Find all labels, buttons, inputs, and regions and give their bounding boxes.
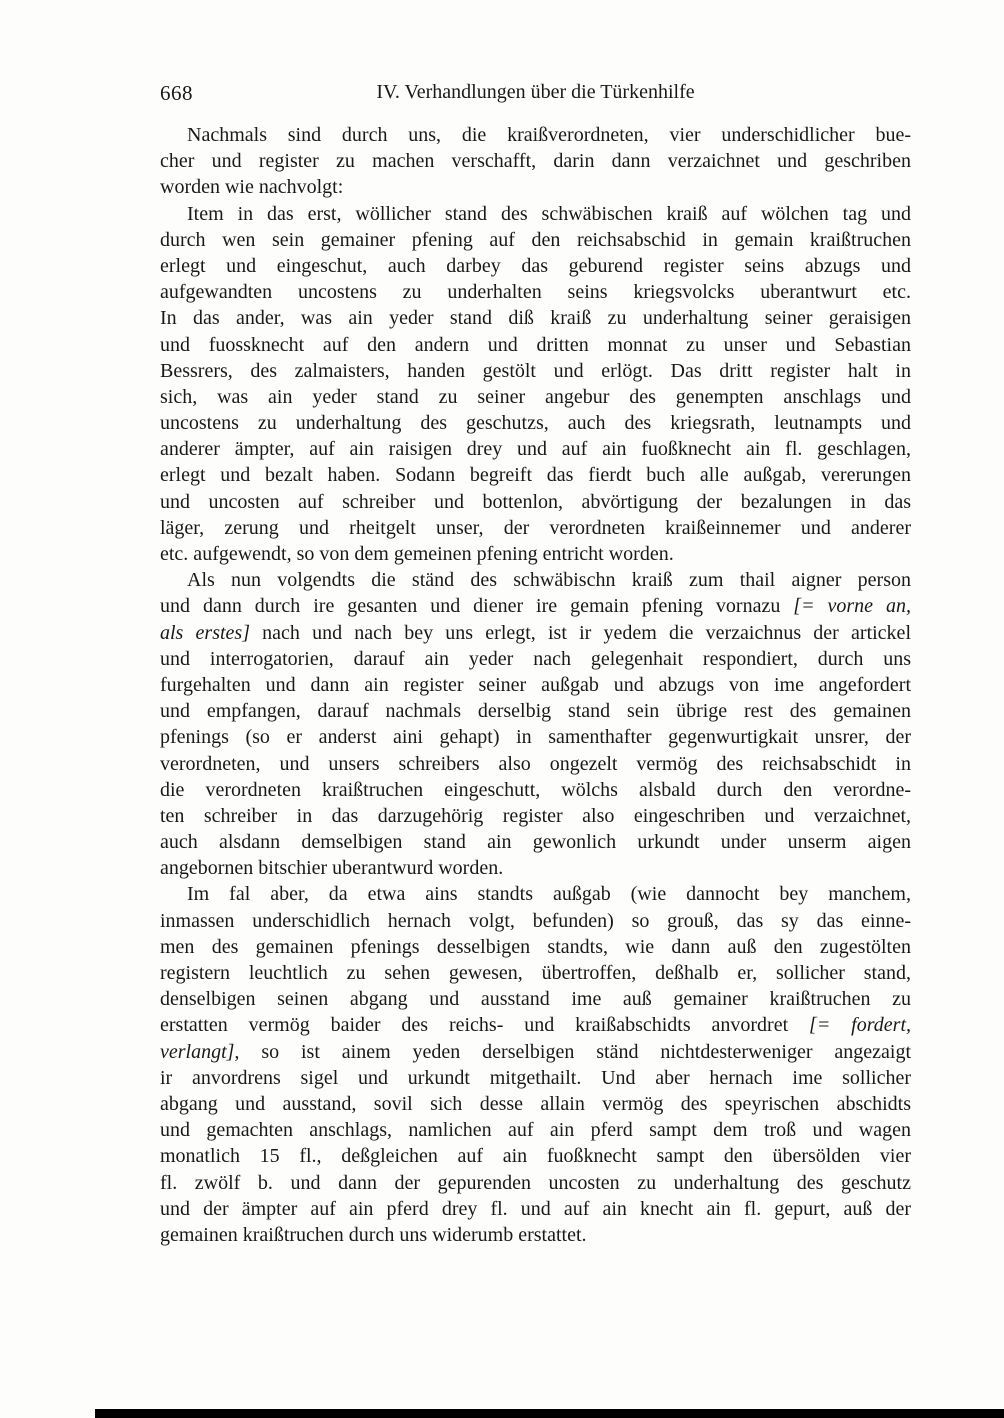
text-line: aufgewandten uncostens zu underhalten seins kriegsvolcks uberantwurt etc.	[160, 281, 911, 304]
text-line: läger, zerung und rheitgelt unser, der verordneten kraißeinnemer und anderer	[160, 516, 911, 539]
page-number: 668	[160, 81, 193, 105]
text-line: ir anvordrens sigel und urkundt mitgethailt. Und aber hernach ime sollicher	[160, 1066, 911, 1089]
text-line: ten schreiber in das darzugehörig register also eingeschriben und verzaichnet,	[160, 804, 911, 827]
text-line: pfenings (so er anderst aini gehapt) in samenthafter gegenwurtigkait unsrer, der	[160, 726, 911, 749]
text-line: anderer ämpter, auf ain raisigen drey und auf ain fuoßknecht ain fl. geschlagen,	[160, 438, 911, 461]
paragraph	[160, 201, 911, 568]
running-title: IV. Verhandlungen über die Türkenhilfe	[376, 81, 695, 103]
text-line: und empfangen, darauf nachmals derselbig stand sein übrige rest des gemainen	[160, 700, 911, 723]
paragraph	[160, 567, 911, 881]
text-line: angebornen bitschier uberantwurd worden.	[160, 857, 504, 880]
text-line: men des gemainen pfenings desselbigen standts, wie dann auß den zugestölten	[160, 935, 911, 958]
paragraph	[160, 122, 911, 201]
text-line: erlegt und eingeschut, auch darbey das geburend register seins abzugs und	[160, 254, 911, 277]
text-line: etc. aufgewendt, so von dem gemeinen pfening entricht worden.	[160, 543, 674, 565]
text-line: denselbigen seinen abgang und ausstand ime auß gemainer kraißtruchen zu	[160, 988, 911, 1011]
text-line: Bessrers, des zalmaisters, handen gestölt und erlögt. Das dritt register halt in	[160, 359, 911, 382]
text-line: Item in das erst, wöllicher stand des schwäbischen kraiß auf wölchen tag und	[187, 202, 911, 225]
text-line: und fuossknecht auf den andern und dritten monnat zu unser und Sebastian	[160, 333, 911, 356]
text-line: gemainen kraißtruchen durch uns widerumb erstattet.	[160, 1223, 587, 1246]
text-line: fl. zwölf b. und dann der gepurenden uncosten zu underhaltung des geschutz	[160, 1171, 911, 1194]
text-line: inmassen underschidlich hernach volgt, befunden) so grouß, das sy das einne-	[160, 909, 911, 932]
text-line: worden wie nachvolgt:	[160, 176, 344, 199]
text-line: und der ämpter auf ain pferd drey fl. und auf ain knecht ain fl. gepurt, auß der	[160, 1197, 911, 1220]
text-line: und dann durch ire gesanten und diener ire gemain pfening vornazu [= vorne an,	[160, 595, 911, 618]
text-line: erlegt und bezalt haben. Sodann begreift das fierdt buch alle außgab, vererungen	[160, 464, 911, 487]
scan-artifact-bar	[95, 1409, 1004, 1418]
text-line: registern leuchtlich zu sehen gewesen, übertroffen, deßhalb er, sollicher stand,	[160, 962, 911, 984]
text-line: furgehalten und dann ain register seiner außgab und abzugs von ime angefordert	[160, 673, 911, 696]
text-line: erstatten vermög baider des reichs- und kraißabschidts anvordret [= fordert,	[160, 1014, 911, 1037]
text-line: und interrogatorien, darauf ain yeder nach gelegenhait respondiert, durch uns	[160, 647, 911, 670]
text-line: monatlich 15 fl., deßgleichen auf ain fuoßknecht sampt den übersölden vier	[160, 1145, 911, 1168]
page-header	[160, 81, 911, 107]
page-body	[160, 122, 911, 1248]
text-line: durch wen sein gemainer pfening auf den reichsabschid in gemain kraißtruchen	[160, 228, 911, 251]
text-line: verordneten, und unsers schreibers also ongezelt vermög des reichsabschidt in	[160, 752, 911, 775]
text-line: verlangt], so ist ainem yeden derselbigen ständ nichtdesterweniger angezaigt	[160, 1040, 911, 1063]
text-line: uncostens zu underhaltung des geschutzs, auch des kriegsrath, leutnampts und	[160, 412, 911, 435]
text-line: sich, was ain yeder stand zu seiner angebur des genempten anschlags und	[160, 385, 911, 408]
text-line: als erstes] nach und nach bey uns erlegt, ist ir yedem die verzaichnus der artickel	[160, 621, 911, 644]
text-line: abgang und ausstand, sovil sich desse allain vermög des speyrischen abschidts	[160, 1092, 911, 1115]
text-line: auch alsdann demselbigen stand ain gewonlich urkundt under unserm aigen	[160, 831, 911, 854]
text-line: Nachmals sind durch uns, die kraißverordneten, vier underschidlicher bue-	[187, 124, 911, 146]
paragraph	[160, 881, 911, 1248]
text-line: cher und register zu machen verschafft, darin dann verzaichnet und geschriben	[160, 150, 911, 173]
text-line: In das ander, was ain yeder stand diß kraiß zu underhaltung seiner geraisigen	[160, 307, 911, 330]
text-line: Im fal aber, da etwa ains standts außgab (wie dannocht bey manchem,	[187, 883, 911, 906]
text-line: und gemachten anschlags, namlichen auf ain pferd sampt dem troß und wagen	[160, 1119, 911, 1142]
text-line: und uncosten auf schreiber und bottenlon, abvörtigung der bezalungen in das	[160, 490, 911, 513]
text-line: Als nun volgendts die ständ des schwäbischn kraiß zum thail aigner person	[187, 569, 911, 592]
text-line: die verordneten kraißtruchen eingeschutt, wölchs alsbald durch den verordne-	[160, 778, 911, 801]
